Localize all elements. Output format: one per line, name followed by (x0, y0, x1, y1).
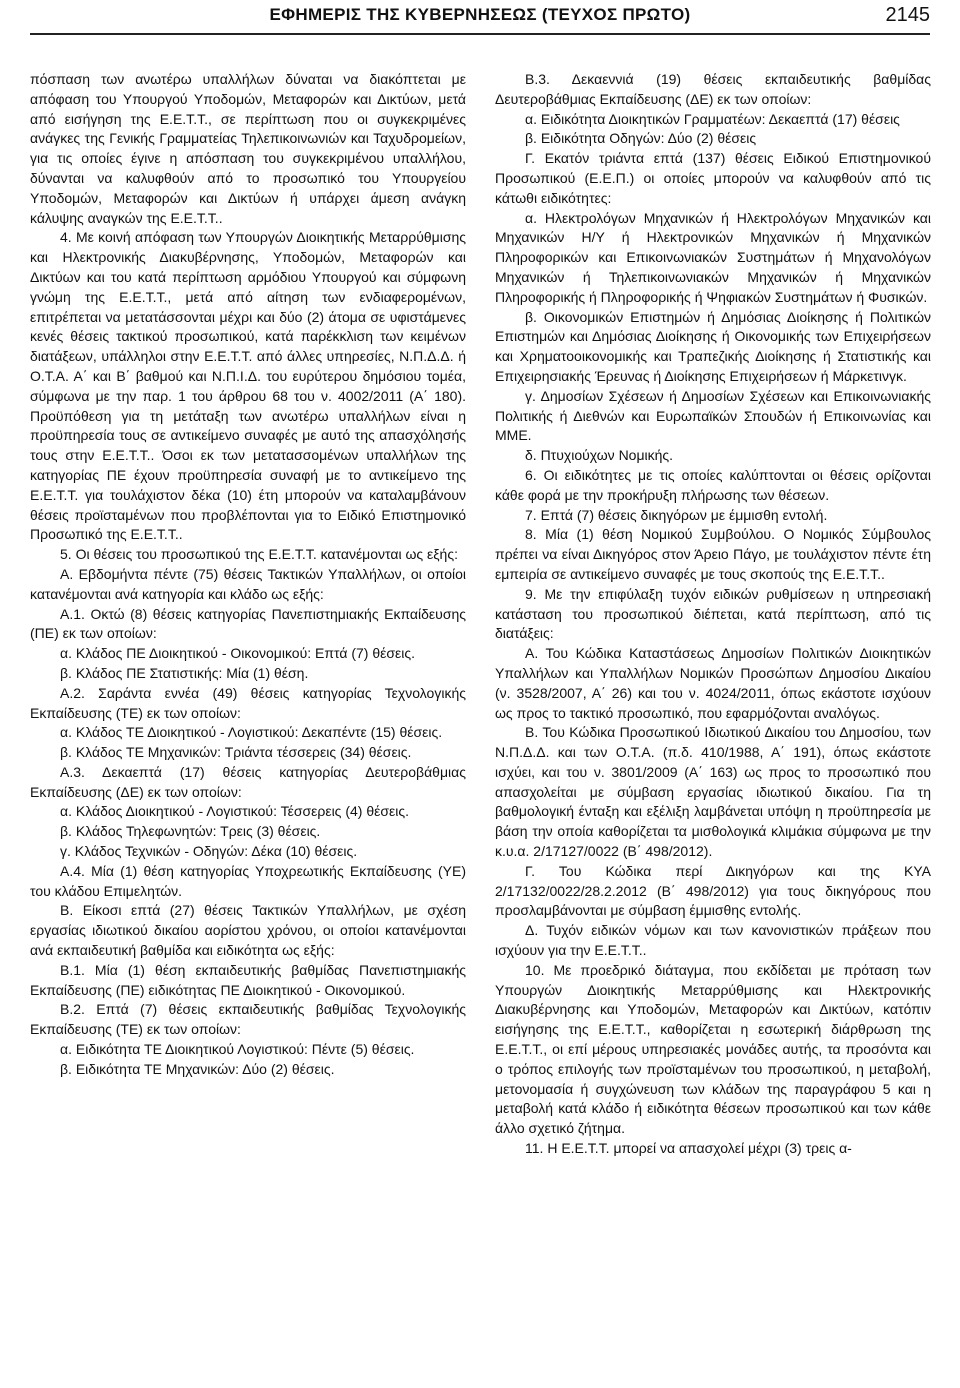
paragraph: Δ. Τυχόν ειδικών νόμων και των κανονιστικών πράξεων που ισχύουν για την Ε.Ε.Τ.Τ.. (495, 922, 931, 959)
paragraph: Α.4. Μία (1) θέση κατηγορίας Υποχρεωτικής Εκπαίδευσης (ΥΕ) του κλάδου Επιμελητών. (30, 862, 466, 899)
paragraph: β. Κλάδος ΤΕ Μηχανικών: Τριάντα τέσσερεις (34) θέσεις. (60, 744, 412, 761)
paragraph: γ. Δημοσίων Σχέσεων ή Δημοσίων Σχέσεων και Επικοινωνιακής Πολιτικής ή Διεθνών και Ευρωπαϊκών Σπουδών ή Επικοινωνίας και ΜΜΕ. (495, 387, 931, 444)
paragraph: α. Κλάδος ΤΕ Διοικητικού - Λογιστικού: Δεκαπέντε (15) θέσεις. (60, 724, 443, 741)
paragraph: α. Ειδικότητα ΤΕ Διοικητικού Λογιστικού: Πέντε (5) θέσεις. (60, 1041, 415, 1058)
paragraph: Α.3. Δεκαεπτά (17) θέσεις κατηγορίας Δευτεροβάθμιας Εκπαίδευσης (ΔΕ) εκ των οποίων: (30, 763, 466, 800)
page-number: 2145 (885, 4, 930, 26)
paragraph: 7. Επτά (7) θέσεις δικηγόρων με έμμισθη εντολή. (525, 506, 828, 523)
paragraph: β. Ειδικότητα ΤΕ Μηχανικών: Δύο (2) θέσεις. (60, 1060, 335, 1077)
paragraph: Α.1. Οκτώ (8) θέσεις κατηγορίας Πανεπιστημιακής Εκπαίδευσης (ΠΕ) εκ των οποίων: (30, 605, 466, 642)
paragraph: α. Κλάδος Διοικητικού - Λογιστικού: Τέσσερεις (4) θέσεις. (60, 803, 409, 820)
paragraph: 8. Μία (1) θέση Νομικού Συμβούλου. Ο Νομικός Σύμβουλος πρέπει να είναι Δικηγόρος στον Άρειο Πάγο, με τουλάχιστον πέντε έτη εμπειρία σε αντικείμενο συναφές με τους σκοπούς της Ε.Ε.Τ.Τ.. (495, 526, 931, 582)
right-column (495, 70, 931, 1159)
header-rule (30, 33, 930, 35)
paragraph: β. Κλάδος Τηλεφωνητών: Τρεις (3) θέσεις. (60, 823, 321, 840)
paragraph: β. Κλάδος ΠΕ Στατιστικής: Μία (1) θέση. (60, 664, 309, 681)
paragraph: 5. Οι θέσεις του προσωπικού της Ε.Ε.Τ.Τ. κατανέμονται ως εξής: (60, 546, 458, 563)
paragraph: Α. Εβδομήντα πέντε (75) θέσεις Τακτικών Υπαλλήλων, οι οποίοι κατανέμονται ανά κατηγορία και κλάδο ως εξής: (30, 565, 466, 602)
paragraph: Β.3. Δεκαεννιά (19) θέσεις εκπαιδευτικής βαθμίδας Δευτεροβάθμιας Εκπαίδευσης (ΔΕ) εκ των οποίων: (495, 71, 931, 107)
paragraph: 10. Με προεδρικό διάταγμα, που εκδίδεται με πρόταση των Υπουργών Διοικητικής Μεταρρύθμισης και Ηλεκτρονικής Διακυβέρνησης και Υποδομών, Μεταφορών και Δικτύων, κατόπιν εισήγησης της Ε.Ε.Τ.Τ., καθορίζεται η εσωτερική διάρθρωση της Ε.Ε.Τ.Τ., οι επί μέρους υπηρεσιακές μονάδες αυτής, τα προσόντα και ο τρόπος επιλογής των προϊσταμένων του προσωπικού, η μεταβολή, μετονομασία ή συγχώνευση των κλάδων της παραγράφου 5 και η μεταβολή κατά κλάδο ή ειδικότητα θέσεων προσωπικού και των κάθε άλλο σχετικό ζήτημα. (495, 961, 931, 1137)
paragraph: δ. Πτυχιούχων Νομικής. (525, 447, 674, 464)
paragraph: 11. Η Ε.Ε.Τ.Τ. μπορεί να απασχολεί μέχρι (3) τρεις α- (525, 1140, 852, 1157)
paragraph: Α.2. Σαράντα εννέα (49) θέσεις κατηγορίας Τεχνολογικής Εκπαίδευσης (ΤΕ) εκ των οποίων: (30, 684, 466, 721)
paragraph: α. Κλάδος ΠΕ Διοικητικού - Οικονομικού: Επτά (7) θέσεις. (60, 645, 415, 662)
paragraph: α. Ειδικότητα Διοικητικών Γραμματέων: Δεκαεπτά (17) θέσεις (525, 110, 900, 127)
paragraph: Γ. Του Κώδικα περί Δικηγόρων και της ΚΥΑ 2/17132/0022/28.2.2012 (Β΄ 498/2012) για τους δικηγόρους που προσλαμβάνονται με σύμβαση έμμισθης εντολής. (495, 862, 931, 919)
gazette-title: ΕΦΗΜΕΡΙΣ ΤΗΣ ΚΥΒΕΡΝΗΣΕΩΣ (ΤΕΥΧΟΣ ΠΡΩΤΟ) (269, 5, 691, 24)
paragraph: 4. Με κοινή απόφαση των Υπουργών Διοικητικής Μεταρρύθμισης και Ηλεκτρονικής Διακυβέρνησης, Υποδομών, Μεταφορών και Δικτύων και του κατά περίπτωση αρμόδιου Υπουργού και σύμφωνη γνώμη της Ε.Ε.Τ.Τ., μετά από αίτηση των ενδιαφερομένων, επιτρέπεται να μετατάσσονται μέχρι και δύο (2) άτομα σε υφιστάμενες κενές θέσεις τακτικού προσωπικού, κατά παρέκκλιση των κειμένων διατάξεων, υπάλληλοι στην Ε.Ε.Τ.Τ. από άλλες υπηρεσίες, Ν.Π.Δ.Δ. ή Ο.Τ.Α. Α΄ και Β΄ βαθμού και Ν.Π.Ι.Δ. του ευρύτερου δημόσιου τομέα, σύμφωνα με την παρ. 1 του άρθρου 68 του ν. 4002/2011 (Α΄ 180). Προϋπόθεση για τη μετάταξη των ανωτέρω υπαλλήλων είναι η προϋπηρεσία τους σε αντικείμενο συναφές με αυτό της απασχόλησής τους στην Ε.Ε.Τ.Τ.. Όσοι εκ των μετατασσομένων υπαλλήλων της κατηγορίας ΠΕ έχουν προϋπηρεσία συναφή με το αντικείμενο της Ε.Ε.Τ.Τ. για τουλάχιστον δέκα (10) έτη μπορούν να καταλαμβάνουν θέσεις προϊσταμένων που προβλέπονται για το Ειδικό Επιστημονικό Προσωπικό της Ε.Ε.Τ.Τ.. (30, 229, 466, 543)
paragraph: πόσπαση των ανωτέρω υπαλλήλων δύναται να διακόπτεται με απόφαση του Υπουργού Υποδομών, Μεταφορών και Δικτύων, μετά από εισήγηση της Ε.Ε.Τ.Τ., σε περίπτωση που οι συγκεκριμένες ανάγκες της Γενικής Γραμματείας Τηλεπικοινωνιών και Ταχυδρομείων, για τις οποίες έγινε η απόσπαση του συγκεκριμένου υπαλλήλου, δύνανται να καλυφθούν από το προσωπικό του Υπουργείου Υποδομών, Μεταφορών και Δικτύων ή υπάρχει άμεση ανάγκη κάλυψης αναγκών της Ε.Ε.Τ.Τ.. (30, 71, 466, 226)
paragraph: Β.2. Επτά (7) θέσεις εκπαιδευτικής βαθμίδας Τεχνολογικής Εκπαίδευσης (ΤΕ) εκ των οποίων: (30, 1001, 466, 1038)
paragraph: γ. Κλάδος Τεχνικών - Οδηγών: Δέκα (10) θέσεις. (60, 843, 358, 860)
page-header (30, 0, 930, 30)
paragraph: Β. Του Κώδικα Προσωπικού Ιδιωτικού Δικαίου του Δημοσίου, των Ν.Π.Δ.Δ. και των Ο.Τ.Α. (π.δ. 410/1988, Α΄ 191), όπως εκάστοτε ισχύει, και του ν. 3801/2009 (Α΄ 163) ως προς το προσωπικό που απασχολείται με σύμβαση εργασίας ιδιωτικού δικαίου. Για τη βαθμολογική ένταξη και εξέλιξη λαμβάνεται υπόψη η προϋπηρεσία με βάση την οποία καθορίζεται τα μισθολογικά κλιμάκια σύμφωνα με την κ.υ.α. 2/17127/0022 (Β΄ 498/2012). (495, 724, 931, 860)
paragraph: 6. Οι ειδικότητες με τις οποίες καλύπτονται οι θέσεις ορίζονται κάθε φορά με την προκήρυξη πλήρωσης των θέσεων. (495, 466, 931, 503)
paragraph: Γ. Εκατόν τριάντα επτά (137) θέσεις Ειδικού Επιστημονικού Προσωπικού (Ε.Ε.Π.) οι οποίες μπορούν να καλυφθούν από τις κάτωθι ειδικότητες: (495, 150, 931, 206)
paragraph: Α. Του Κώδικα Καταστάσεως Δημοσίων Πολιτικών Διοικητικών Υπαλλήλων και Υπαλλήλων Νομικών Προσώπων Δημοσίου Δικαίου (ν. 3528/2007, Α΄ 26) και του ν. 4024/2011, όπως εκάστοτε ισχύουν ως προς το τακτικό προσωπικό, που εφαρμόζονται αναλόγως. (495, 645, 931, 721)
paragraph: β. Ειδικότητα Οδηγών: Δύο (2) θέσεις (525, 130, 757, 147)
paragraph: Β. Είκοσι επτά (27) θέσεις Τακτικών Υπαλλήλων, με σχέση εργασίας ιδιωτικού δικαίου αορίστου χρόνου, οι οποίοι κατανέμονται ανά εκπαιδευτική βαθμίδα και ειδικότητα ως εξής: (30, 902, 466, 959)
left-column (30, 70, 466, 1080)
paragraph: β. Οικονομικών Επιστημών ή Δημόσιας Διοίκησης ή Πολιτικών Επιστημών και Δημόσιας Διοίκησης ή Οικονομικής των Επιχειρήσεων και Χρηματοοικονομικής και Τραπεζικής Διοίκησης ή Στατιστικής και Επιχειρησιακής Έρευνας ή Διοίκησης Επιχειρήσεων ή Μάρκετινγκ. (495, 308, 931, 384)
paragraph: Β.1. Μία (1) θέση εκπαιδευτικής βαθμίδας Πανεπιστημιακής Εκπαίδευσης (ΠΕ) ειδικότητας ΠΕ Διοικητικού - Οικονομικού. (30, 961, 466, 998)
paragraph: 9. Με την επιφύλαξη τυχόν ειδικών ρυθμίσεων η υπηρεσιακή κατάσταση του προσωπικού διέπεται, κατά περίπτωση, από τις διατάξεις: (495, 585, 931, 642)
paragraph: α. Ηλεκτρολόγων Μηχανικών ή Ηλεκτρολόγων Μηχανικών και Μηχανικών Η/Υ ή Ηλεκτρονικών Μηχανικών ή Μηχανικών Πληροφορικών και Επικοινωνιακών Συστημάτων ή Μηχανολόγων Μηχανικών ή Τηλεπικοινωνιακών Μηχανικών ή Μηχανικών Πληροφορικής ή Πληροφορικής ή Ψηφιακών Συστημάτων ή Φυσικών. (495, 209, 931, 305)
